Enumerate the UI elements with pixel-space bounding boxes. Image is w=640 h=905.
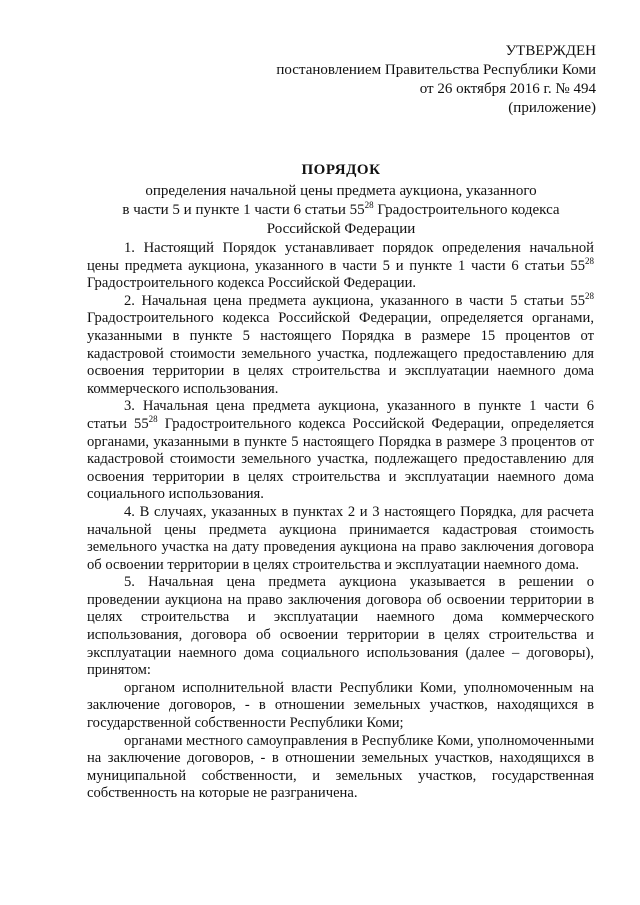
subtitle-text: в части 5 и пункте 1 части 6 статьи 55: [122, 202, 365, 218]
paragraph-3-superscript: 28: [148, 413, 158, 424]
paragraph-5: 5. Начальная цена предмета аукциона указывается в решении о проведении аукциона на право заключения договора об освоении территории в целях строительства и эксплуатации наемного дома коммерческого использования, договора об освоении территории в целях строительства и эксплуатации наемного дома социального использования (далее – договоры), принятом:: [87, 574, 594, 679]
paragraph-3-text: 3. Начальная цена предмета аукциона, указанного в пункте 1 части 6 статьи 55: [87, 398, 594, 432]
approval-line-approved: УТВЕРЖДЕН: [505, 43, 596, 59]
paragraph-4: 4. В случаях, указанных в пунктах 2 и 3 настоящего Порядка, для расчета начальной цены предмета аукциона принимается кадастровая стоимость земельного участка на дату проведения аукциона на право заключения договора об освоении территории в целях строительства и эксплуатации наемного дома.: [87, 503, 594, 573]
paragraph-3: [87, 398, 594, 504]
document-heading: [86, 161, 596, 239]
document-subtitle-line-1: определения начальной цены предмета аукциона, указанного: [145, 183, 537, 199]
document-body: [87, 240, 594, 803]
paragraph-3-text-cont: Градостроительного кодекса Российской Федерации, определяется органами, указанными в пункте 5 настоящего Порядка в размере 3 процентов от кадастровой стоимости земельного участка, подлежащего предоставлению для освоения территории в целях строительства и эксплуатации наемного дома социального использования.: [87, 415, 594, 503]
paragraph-2-text: 2. Начальная цена предмета аукциона, указанного в части 5 статьи 55: [124, 292, 585, 309]
paragraph-5-item-regional: органом исполнительной власти Республики Коми, уполномоченным на заключение договоров, - в отношении земельных участков, находящихся в государственной собственности Республики Коми;: [87, 679, 594, 732]
paragraph-2-superscript: 28: [585, 290, 594, 301]
approval-block: [276, 42, 596, 118]
approval-line-appendix: (приложение): [508, 100, 596, 116]
paragraph-1-text-cont: Градостроительного кодекса Российской Федерации.: [87, 275, 417, 292]
document-subtitle-line-2: [86, 201, 596, 220]
paragraph-1-text: 1. Настоящий Порядок устанавливает порядок определения начальной цены предмета аукциона, указанного в части 5 и пункте 1 части 6 статьи 55: [87, 240, 594, 274]
subtitle-text-cont: Градостроительного кодекса: [373, 202, 560, 218]
paragraph-1-superscript: 28: [585, 255, 594, 266]
subtitle-superscript: 28: [364, 200, 374, 210]
paragraph-5-item-municipal: органами местного самоуправления в Республике Коми, уполномоченными на заключение договоров, - в отношении земельных участков, находящихся в муниципальной собственности, и земельных участков, государственная собственность на которые не разграничена.: [87, 732, 594, 802]
approval-line-date: от 26 октября 2016 г. № 494: [419, 81, 596, 97]
document-subtitle-line-3: Российской Федерации: [266, 221, 416, 237]
paragraph-1: [87, 240, 594, 293]
paragraph-2-text-cont: Градостроительного кодекса Российской Федерации, определяется органами, указанными в пункте 5 настоящего Порядка в размере 15 процентов от кадастровой стоимости земельного участка, подлежащего предоставлению для освоения территории в целях строительства и эксплуатации наемного дома коммерческого использования.: [87, 310, 594, 397]
approval-line-resolution: постановлением Правительства Республики Коми: [276, 62, 596, 78]
paragraph-2: [87, 290, 594, 399]
document-title: ПОРЯДОК: [301, 162, 381, 178]
